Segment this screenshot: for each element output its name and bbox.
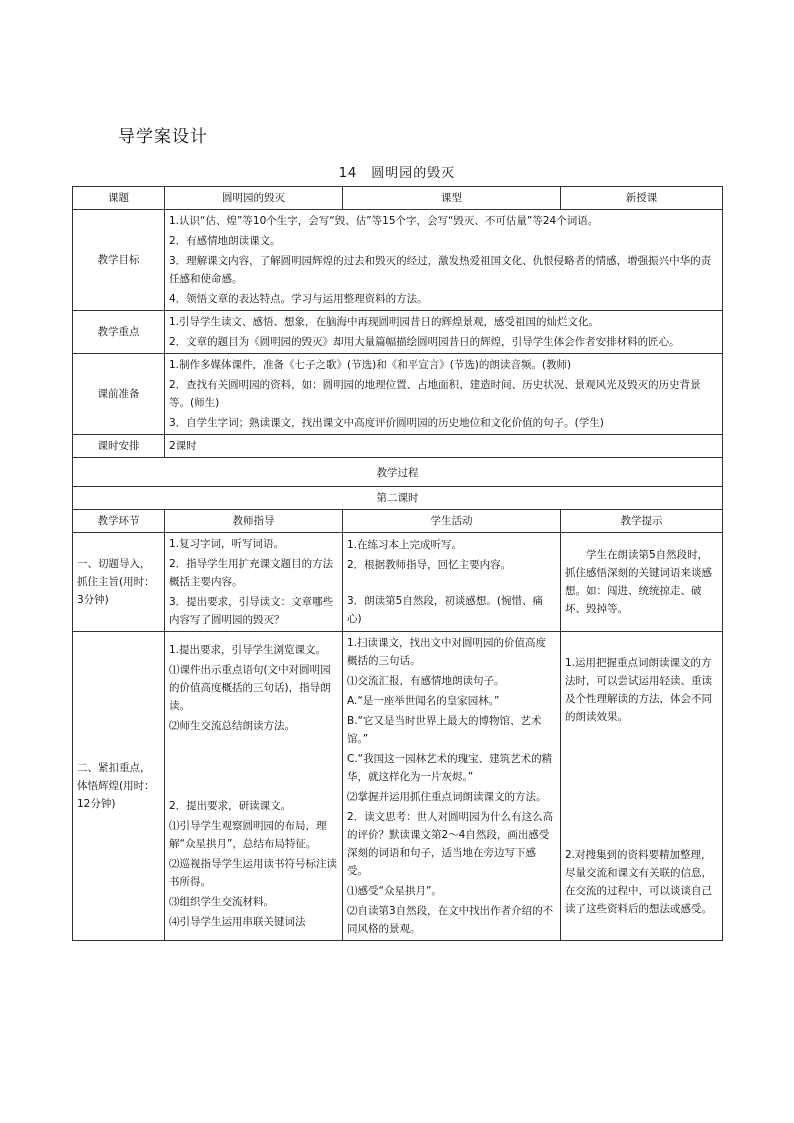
- topic-row: [73, 187, 723, 210]
- type-label: 课型: [343, 187, 561, 210]
- student-step: 1.扫读课文，找出文中对圆明园的价值高度概括的三句话。: [347, 637, 547, 667]
- document-heading: 导学案设计: [118, 127, 208, 147]
- preparation-item: 3．自学生字词；熟读课文，找出课文中高度评价圆明园的历史地位和文化价值的句子。(学生): [169, 417, 604, 429]
- student-step: 1.在练习本上完成听写。: [347, 539, 463, 551]
- key-points-label: 教学重点: [73, 311, 165, 354]
- student-step: ⑴交流汇报，有感情地朗读句子。: [347, 675, 505, 687]
- goals-row: [73, 210, 723, 311]
- stage-2-hint: [561, 632, 723, 941]
- student-step: 2．根据教师指导，回忆主要内容。: [347, 559, 512, 571]
- goal-item: 4．领悟文章的表达特点。学习与运用整理资料的方法。: [169, 293, 428, 305]
- teacher-step: ⑶组织学生交流材料。: [169, 896, 274, 908]
- teacher-step: 3．提出要求，引导读文：文章哪些内容写了圆明园的毁灭？: [169, 596, 334, 626]
- hint-text: 学生在朗读第5自然段时，抓住感悟深刻的关键词语来谈感想。如：闯进、统统掠走、破坏、毁掉等。: [565, 549, 712, 615]
- goal-item: 3．理解课文内容，了解圆明园辉煌的过去和毁灭的经过，激发热爱祖国文化、仇恨侵略者的情感，增强振兴中华的责任感和使命感。: [169, 255, 712, 285]
- student-step: 2．读文思考：世人对圆明园为什么有这么高的评价？默读课文第2～4自然段，画出感受深刻的词语和句子，适当地在旁边写下感受。: [347, 811, 554, 877]
- key-point-item: 1.引导学生读文、感悟、想象，在脑海中再现圆明园昔日的辉煌景观，感受祖国的灿烂文化。: [169, 316, 600, 328]
- key-points-row: [73, 311, 723, 354]
- goal-item: 1.认识“估、煌”等10个生字，会写“毁、估”等15个字，会写“毁灭、不可估量”等24个词语。: [169, 215, 599, 227]
- preparation-row: [73, 354, 723, 435]
- teacher-step: ⑵师生交流总结朗读方法。: [169, 720, 295, 732]
- teacher-step: ⑷引导学生运用串联关键词法: [169, 916, 306, 928]
- preparation-item: 1.制作多媒体课件，准备《七子之歌》(节选)和《和平宣言》(节选)的朗读音频。(教师): [169, 359, 572, 371]
- process-title: 教学过程: [73, 458, 723, 487]
- stage-1-row: [73, 533, 723, 632]
- column-header-student: 学生活动: [343, 510, 561, 533]
- lesson-title: [0, 162, 794, 181]
- topic-value: 圆明园的毁灭: [165, 187, 343, 210]
- lesson-number: 14: [338, 166, 358, 181]
- student-step: 3．朗读第5自然段，初谈感想。(惋惜、痛心): [347, 595, 543, 625]
- stage-1-label: 一、切题导入，抓住主旨(用时：3分钟): [73, 533, 165, 632]
- goal-item: 2．有感情地朗读课文。: [169, 235, 281, 247]
- schedule-value: 2课时: [165, 435, 723, 458]
- hint-text: 2.对搜集到的资料要精加整理，尽量交流和课文有关联的信息，在交流的过程中，可以谈谈自己读了这些资料后的想法或感受。: [565, 849, 712, 915]
- goals-content: [165, 210, 723, 311]
- teacher-step: 2．指导学生用扩充课文题目的方法概括主要内容。: [169, 558, 334, 588]
- student-step: A.“是一座举世闻名的皇家园林。”: [347, 695, 500, 707]
- teacher-step: ⑴引导学生观察圆明园的布局，理解“众星拱月”，总结布局特征。: [169, 820, 327, 850]
- type-value: 新授课: [561, 187, 723, 210]
- student-step: B.“它又是当时世界上最大的博物馆、艺术馆。”: [347, 715, 542, 745]
- student-step: ⑵掌握并运用抓住重点词朗读课文的方法。: [347, 791, 547, 803]
- column-header-stage: 教学环节: [73, 510, 165, 533]
- schedule-label: 课时安排: [73, 435, 165, 458]
- student-step: ⑵自读第3自然段，在文中找出作者介绍的不同风格的景观。: [347, 905, 554, 935]
- stage-1-hint: [561, 533, 723, 632]
- teacher-step: 1.复习字词，听写词语。: [169, 538, 285, 550]
- schedule-row: [73, 435, 723, 458]
- process-title-row: [73, 458, 723, 487]
- preparation-label: 课前准备: [73, 354, 165, 435]
- lesson-name: 圆明园的毁灭: [371, 166, 456, 181]
- stage-1-student: [343, 533, 561, 632]
- preparation-item: 2．查找有关圆明园的资料，如：圆明园的地理位置、占地面积、建造时间、历史状况、景观风光及毁灭的历史背景等。(师生): [169, 379, 701, 409]
- stage-2-student: [343, 632, 561, 941]
- stage-2-row: [73, 632, 723, 941]
- teacher-step: 1.提出要求，引导学生浏览课文。: [169, 644, 327, 656]
- stage-1-teacher: [165, 533, 343, 632]
- stage-2-teacher: [165, 632, 343, 941]
- key-point-item: 2．文章的题目为《圆明园的毁灭》却用大量篇幅描绘圆明园昔日的辉煌，引导学生体会作者安排材料的匠心。: [169, 336, 680, 348]
- teacher-step: ⑵巡视指导学生运用读书符号标注读书所得。: [169, 858, 337, 888]
- lesson-plan-table: [72, 186, 723, 941]
- stage-2-label: 二、紧扣重点，体悟辉煌(用时：12分钟): [73, 632, 165, 941]
- period-title: 第二课时: [73, 487, 723, 510]
- student-step: ⑴感受“众星拱月”。: [347, 885, 442, 897]
- preparation-content: [165, 354, 723, 435]
- hint-text: 1.运用把握重点词朗读课文的方法时，可以尝试运用轻读、重读及个性理解读的方法，体会不同的朗读效果。: [565, 657, 712, 723]
- column-header-hint: 教学提示: [561, 510, 723, 533]
- period-title-row: [73, 487, 723, 510]
- student-step: C.“我国这一园林艺术的瑰宝、建筑艺术的精华，就这样化为一片灰烬。”: [347, 753, 553, 783]
- teacher-step: 2．提出要求，研读课文。: [169, 800, 292, 812]
- goals-label: 教学目标: [73, 210, 165, 311]
- column-header-teacher: 教师指导: [165, 510, 343, 533]
- column-header-row: [73, 510, 723, 533]
- topic-label: 课题: [73, 187, 165, 210]
- teacher-step: ⑴课件出示重点语句(文中对圆明园的价值高度概括的三句话)，指导朗读。: [169, 664, 331, 712]
- key-points-content: [165, 311, 723, 354]
